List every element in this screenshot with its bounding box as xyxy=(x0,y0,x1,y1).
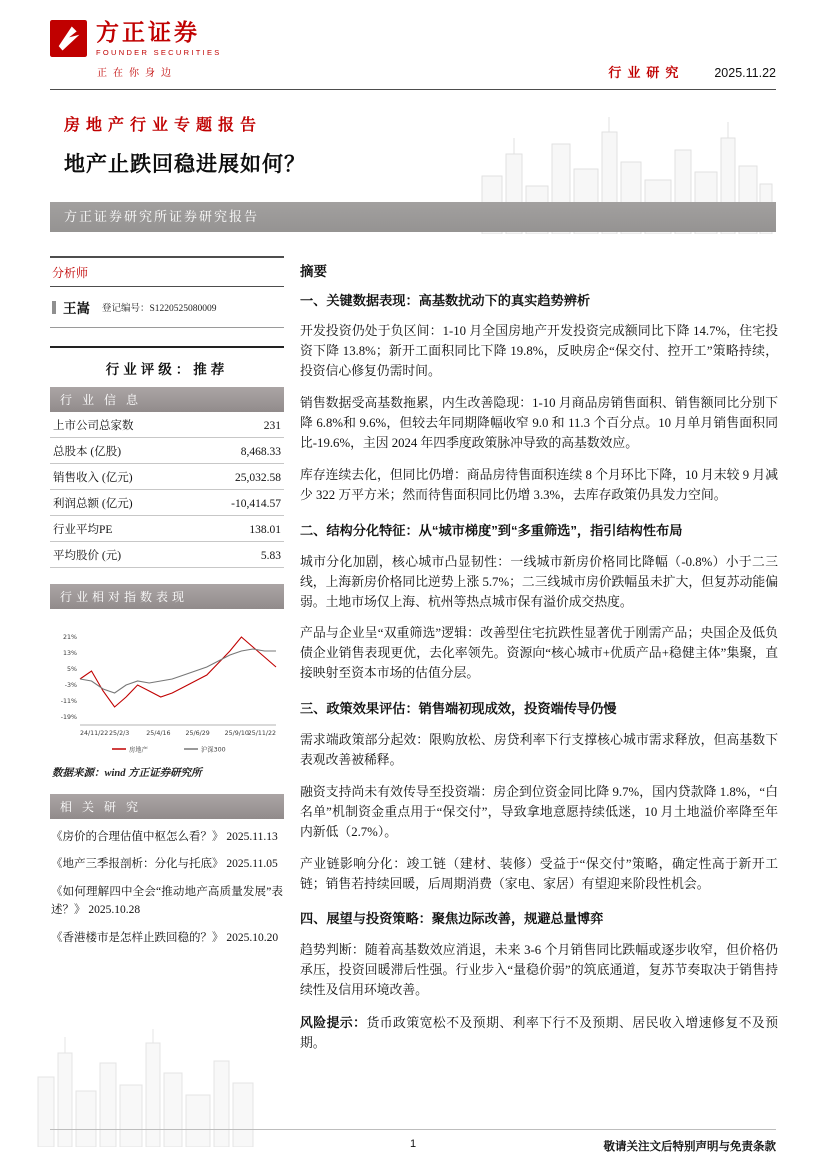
paragraph: 产品与企业呈“双重筛选”逻辑：改善型住宅抗跌性显著优于刚需产品；央国企及低负债企业销售表现更优，去化率领先。资源向“核心城市+优质产品+稳健主体”集聚，直接映射至资本市场的估值分层。 xyxy=(300,626,778,681)
industry-rating: 行业评级：推荐 xyxy=(50,346,284,387)
svg-text:25/9/10: 25/9/10 xyxy=(224,730,249,737)
info-label: 上市公司总家数 xyxy=(53,420,134,432)
related-report-item: 《香港楼市是怎样止跌回稳的？》 2025.10.20 xyxy=(51,931,279,944)
industry-info-row xyxy=(50,412,284,438)
page-title: 地产止跌回稳进展如何？ xyxy=(64,153,306,176)
info-value: -10,414.57 xyxy=(231,498,281,510)
info-label: 行业平均PE xyxy=(53,524,113,536)
related-report-item: 《如何理解四中全会“推动地产高质量发展”表述？》 2025.10.28 xyxy=(51,885,283,917)
chart-series-房地产 xyxy=(80,637,276,707)
founder-logo-icon xyxy=(50,20,87,57)
section-heading: 四、展望与投资策略：聚焦边际改善，规避总量博弈 xyxy=(300,911,604,927)
legend-label: 房地产 xyxy=(129,746,148,754)
report-category: 行业研究 xyxy=(608,65,685,80)
paragraph: 销售数据受高基数拖累，内生改善隐现：1-10 月商品房销售面积、销售额同比分别下降 6.8%和 9.6%，但较去年同期降幅收窄 9.0 和 11.3 个百分点。10 月单月销售面积同比-19.6%，主因 2024 年四季度政策脉冲导致的高基数效应。 xyxy=(300,396,778,451)
industry-info-row xyxy=(50,490,284,516)
paragraph: 风险提示：货币政策宽松不及预期、利率下行不及预期、居民收入增速修复不及预期。 xyxy=(300,1014,779,1050)
institute-banner: 方正证券研究所证券研究报告 xyxy=(50,202,776,232)
relative-index-header: 行业相对指数表现 xyxy=(50,584,284,609)
brand-name: 方正证券 xyxy=(96,19,200,45)
info-label: 利润总额 (亿元) xyxy=(53,498,133,510)
paragraph: 需求端政策部分起效：限购放松、房贷利率下行支撑核心城市需求释放，但高基数下表观改善被稀释。 xyxy=(300,732,778,767)
svg-text:5%: 5% xyxy=(67,666,77,673)
legend-label: 沪深300 xyxy=(201,746,226,754)
analyst-marker-bar xyxy=(52,301,56,314)
brand-text xyxy=(96,20,222,57)
related-research-list xyxy=(50,828,284,947)
disclaimer-notice: 敬请关注文后特别声明与免责条款 xyxy=(603,1141,776,1153)
info-label: 平均股价 (元) xyxy=(53,550,122,562)
svg-text:21%: 21% xyxy=(63,634,77,641)
paragraph: 城市分化加剧，核心城市凸显韧性：一线城市新房价格同比降幅（-0.8%）小于二三线，上海新房价格同比逆势上涨 5.7%；二三线城市房价跌幅虽未扩大，但复苏动能偏弱。土地市场仅上海、杭州等热点城市保有溢价成交热度。 xyxy=(300,554,778,609)
header-right xyxy=(608,62,776,82)
industry-info-table xyxy=(50,412,284,568)
svg-text:-3%: -3% xyxy=(64,682,77,689)
industry-info-header: 行业信息 xyxy=(50,387,284,412)
relative-index-chart xyxy=(50,617,284,759)
paragraph: 库存连续去化，但同比仍增：商品房待售面积连续 8 个月环比下降，10 月末较 9 月减少 322 万平方米；然而待售面积同比仍增 3.3%，去库存政策仍具发力空间。 xyxy=(300,468,778,503)
svg-text:24/11/22: 24/11/22 xyxy=(80,730,109,737)
brand-logo-block xyxy=(50,20,776,57)
brand-name-en: FOUNDER SECURITIES xyxy=(96,48,222,58)
sidebar xyxy=(50,256,284,947)
chart-container xyxy=(50,609,284,759)
report-body xyxy=(300,292,778,1054)
svg-text:25/6/29: 25/6/29 xyxy=(185,730,210,737)
main-content xyxy=(300,260,778,1066)
svg-text:25/4/16: 25/4/16 xyxy=(146,730,171,737)
abstract-label: 摘要 xyxy=(300,264,327,279)
section-heading: 三、政策效果评估：销售端初现成效，投资端传导仍慢 xyxy=(300,701,617,717)
industry-info-row xyxy=(50,464,284,490)
svg-text:-11%: -11% xyxy=(60,698,77,705)
svg-text:-19%: -19% xyxy=(60,714,77,721)
info-value: 5.83 xyxy=(260,550,281,562)
related-report-item: 《地产三季报剖析：分化与托底》 2025.11.05 xyxy=(51,858,278,871)
analyst-row xyxy=(50,287,284,328)
paragraph: 趋势判断：随着高基数效应消退，未来 3-6 个月销售同比跌幅或逐步收窄，但价格仍承压，投资回暖滞后性强。行业步入“量稳价弱”的筑底通道，复苏节奏取决于销售持续性及信用环境改善。 xyxy=(300,942,778,997)
svg-text:25/11/22: 25/11/22 xyxy=(247,730,276,737)
analyst-section-label: 分析师 xyxy=(50,256,284,287)
related-report-item: 《房价的合理估值中枢怎么看？》 2025.11.13 xyxy=(51,831,278,843)
related-research-header: 相关研究 xyxy=(50,794,284,819)
chart-series-沪深300 xyxy=(80,649,276,693)
info-value: 25,032.58 xyxy=(235,472,281,484)
brand-slogan: 正在你身边 xyxy=(97,68,177,80)
industry-info-row xyxy=(50,542,284,568)
info-label: 总股本 (亿股) xyxy=(53,446,122,458)
analyst-name: 王嵩 xyxy=(63,301,90,316)
page-footer xyxy=(50,1129,776,1155)
industry-info-row xyxy=(50,438,284,464)
report-series-title: 房地产行业专题报告 xyxy=(64,117,263,134)
data-source-note: 数据来源：wind 方正证券研究所 xyxy=(52,768,202,779)
info-value: 231 xyxy=(263,420,281,432)
paragraph-lead: 风险提示： xyxy=(300,1014,367,1030)
section-heading: 二、结构分化特征：从“城市梯度”到“多重筛选”，指引结构性布局 xyxy=(300,523,683,539)
title-block xyxy=(64,112,306,178)
svg-text:25/2/3: 25/2/3 xyxy=(109,730,130,737)
info-value: 8,468.33 xyxy=(240,446,281,458)
svg-text:13%: 13% xyxy=(63,650,77,657)
page-number: 1 xyxy=(409,1138,417,1150)
paragraph: 开发投资仍处于负区间：1-10 月全国房地产开发投资完成额同比下降 14.7%，住宅投资下降 13.8%；新开工面积同比下降 19.8%，反映房企“保交付、控开工”策略持续，投资信心修复仍需时间。 xyxy=(300,324,778,379)
industry-info-row xyxy=(50,516,284,542)
info-value: 138.01 xyxy=(249,524,281,536)
paragraph: 产业链影响分化：竣工链（建材、装修）受益于“保交付”策略，确定性高于新开工链；销售若持续回暖，后周期消费（家电、家居）有望迎来阶段性机会。 xyxy=(300,856,778,891)
paragraph: 融资支持尚未有效传导至投资端：房企到位资金同比降 9.7%，国内贷款降 1.8%，“白名单”机制资金重点用于“保交付”，导致拿地意愿持续低迷，10 月土地溢价率降至年内新低（2.7%）。 xyxy=(300,784,778,839)
section-heading: 一、关键数据表现：高基数扰动下的真实趋势辨析 xyxy=(300,293,591,308)
report-header xyxy=(50,20,776,90)
info-label: 销售收入 (亿元) xyxy=(53,472,133,484)
analyst-registration-id: 登记编号：S1220525080009 xyxy=(102,304,217,314)
report-date: 2025.11.22 xyxy=(714,66,776,80)
